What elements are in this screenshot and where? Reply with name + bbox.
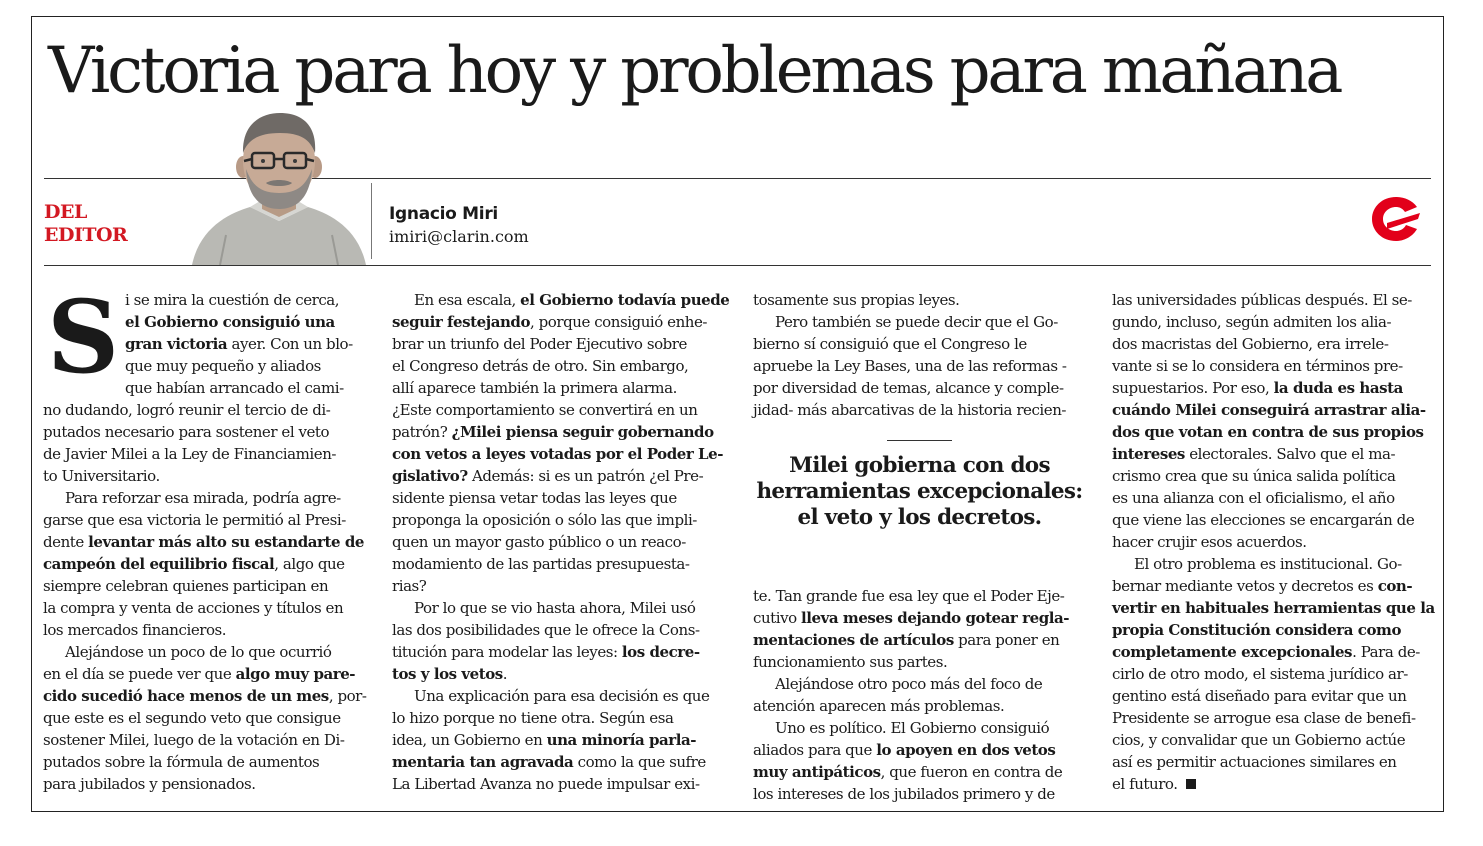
article-column-4 <box>1112 289 1437 795</box>
text-line <box>43 553 383 575</box>
text-line <box>753 377 1083 399</box>
text-run: quen un mayor gasto público o un reaco- <box>392 533 686 551</box>
article-column-1 <box>43 278 383 795</box>
text-line <box>1112 663 1437 685</box>
text-run: no dudando, logró reunir el tercio de di- <box>43 401 331 419</box>
text-run: ¿Este comportamiento se convertirá en un <box>392 401 698 419</box>
text-run: sostener Milei, luego de la votación en Di- <box>43 731 345 749</box>
text-line <box>43 663 383 685</box>
bold-text-run: cuándo Milei conseguirá arrastrar alia- <box>1112 401 1426 419</box>
text-line <box>753 651 1083 673</box>
bold-text-run: campeón del equilibrio fiscal <box>43 555 275 573</box>
text-run: , que fueron en contra de <box>880 763 1063 781</box>
text-run: Por lo que se vio hasta ahora, Milei usó <box>414 599 696 617</box>
bold-text-run: ¿Milei piensa seguir gobernando <box>451 423 714 441</box>
text-run: rias? <box>392 577 427 595</box>
pullquote-line: el veto y los decretos. <box>797 505 1042 530</box>
text-run: crismo crea que su única salida política <box>1112 467 1396 485</box>
text-line <box>392 531 732 553</box>
text-run: los mercados financieros. <box>43 621 227 639</box>
text-run: funcionamiento sus partes. <box>753 653 948 671</box>
text-line <box>392 707 732 729</box>
text-run: El otro problema es institucional. Go- <box>1134 555 1402 573</box>
text-run: hacer crujir esos acuerdos. <box>1112 533 1307 551</box>
text-line <box>43 289 383 311</box>
bold-text-run: la duda es hasta <box>1273 379 1403 397</box>
text-run: Para reforzar esa mirada, podría agre- <box>65 489 341 507</box>
text-line <box>1112 641 1437 663</box>
bold-text-run: levantar más alto su estandarte de <box>88 533 364 551</box>
text-run: gentino está diseñado para evitar que un <box>1112 687 1407 705</box>
bold-text-run: propia Constitución considera como <box>1112 621 1402 639</box>
text-run: en el día se puede ver que <box>43 665 236 683</box>
text-line <box>392 685 732 707</box>
drop-cap: S <box>47 278 120 396</box>
text-run: allí aparece también la primera alarma. <box>392 379 677 397</box>
bold-text-run: gran victoria <box>125 335 228 353</box>
text-line <box>43 707 383 729</box>
text-run: el Congreso detrás de otro. Sin embargo, <box>392 357 689 375</box>
pullquote <box>742 453 1097 531</box>
text-line <box>1112 685 1437 707</box>
text-line <box>753 717 1083 739</box>
text-line <box>43 311 383 333</box>
text-line <box>43 443 383 465</box>
bold-text-run: dos que votan en contra de sus propios <box>1112 423 1424 441</box>
text-line <box>43 685 383 707</box>
text-line <box>392 311 732 333</box>
bold-text-run: el Gobierno todavía puede <box>520 291 730 309</box>
bold-text-run: muy antipáticos <box>753 763 881 781</box>
text-run: dente <box>43 533 89 551</box>
text-line <box>1112 619 1437 641</box>
text-run: las universidades públicas después. El se- <box>1112 291 1412 309</box>
text-run: dos macristas del Gobierno, era irrele- <box>1112 335 1389 353</box>
text-line <box>43 773 383 795</box>
text-line <box>1112 751 1437 773</box>
text-line <box>392 729 732 751</box>
text-line <box>392 377 732 399</box>
text-line <box>1112 487 1437 509</box>
header-rule-bottom <box>44 265 1431 266</box>
text-line <box>43 575 383 597</box>
author-name: Ignacio Miri <box>389 204 498 224</box>
byline-divider <box>371 183 372 259</box>
text-run: cutivo <box>753 609 802 627</box>
text-line <box>43 641 383 663</box>
text-line <box>753 607 1083 629</box>
text-run: idea, un Gobierno en <box>392 731 547 749</box>
text-line <box>1112 377 1437 399</box>
text-run: i se mira la cuestión de cerca, <box>125 291 340 309</box>
text-line <box>43 619 383 641</box>
text-run: atención aparecen más problemas. <box>753 697 1005 715</box>
bold-text-run: tos y los vetos <box>392 665 503 683</box>
bold-text-run: vertir en habituales herramientas que la <box>1112 599 1435 617</box>
text-line <box>392 641 732 663</box>
text-run: Presidente se arrogue esa clase de benefi- <box>1112 709 1416 727</box>
text-line <box>753 739 1083 761</box>
text-line <box>1112 553 1437 575</box>
end-square-icon <box>1186 779 1196 789</box>
text-line <box>1112 289 1437 311</box>
text-run: los intereses de los jubilados primero y de <box>753 785 1055 803</box>
text-run: que muy pequeño y aliados <box>125 357 321 375</box>
text-run: aliados para que <box>753 741 877 759</box>
bold-text-run: lo apoyen en dos vetos <box>876 741 1056 759</box>
text-line <box>1112 773 1437 795</box>
text-run: que este es el segundo veto que consigue <box>43 709 341 727</box>
text-line <box>392 619 732 641</box>
text-line <box>392 509 732 531</box>
text-run: la compra y venta de acciones y títulos en <box>43 599 344 617</box>
text-run: modamiento de las partidas presupuesta- <box>392 555 690 573</box>
text-line <box>392 333 732 355</box>
bold-text-run: lleva meses dejando gotear regla- <box>801 609 1070 627</box>
text-line <box>1112 707 1437 729</box>
text-run: , por- <box>328 687 367 705</box>
text-run: lo hizo porque no tiene otra. Según esa <box>392 709 674 727</box>
text-run: Alejándose un poco de lo que ocurrió <box>65 643 332 661</box>
text-run: de Javier Milei a la Ley de Financiamien- <box>43 445 337 463</box>
bold-text-run: completamente excepcionales <box>1112 643 1353 661</box>
text-run: gundo, incluso, según admiten los alia- <box>1112 313 1392 331</box>
text-line <box>43 399 383 421</box>
text-line <box>753 585 1083 607</box>
text-line <box>1112 597 1437 619</box>
clarin-logo-icon <box>1370 197 1422 241</box>
article-frame <box>31 16 1444 812</box>
bold-text-run: los decre- <box>621 643 700 661</box>
bold-text-run: con vetos a leyes votadas por el Poder Le- <box>392 445 724 463</box>
text-line <box>392 355 732 377</box>
text-line <box>753 783 1083 805</box>
text-line <box>43 377 383 399</box>
text-line <box>753 355 1083 377</box>
text-line <box>392 663 732 685</box>
pullquote-rule <box>887 440 952 441</box>
text-run: así es permitir actuaciones similares en <box>1112 753 1397 771</box>
text-line <box>392 399 732 421</box>
text-run: para poner en <box>953 631 1060 649</box>
text-run: vante si se lo considera en términos pre- <box>1112 357 1403 375</box>
article-column-3-top <box>753 289 1083 421</box>
text-line <box>392 289 732 311</box>
bold-text-run: intereses <box>1112 445 1185 463</box>
author-photo <box>190 109 368 265</box>
section-label <box>44 201 127 247</box>
text-run: el futuro. <box>1112 775 1178 793</box>
text-run: por diversidad de temas, alcance y comple- <box>753 379 1064 397</box>
text-line <box>392 443 732 465</box>
text-line <box>753 289 1083 311</box>
text-line <box>753 695 1083 717</box>
text-run: patrón? <box>392 423 452 441</box>
text-run: es una alianza con el oficialismo, el año <box>1112 489 1395 507</box>
text-line <box>753 673 1083 695</box>
text-run: Una explicación para esa decisión es que <box>414 687 710 705</box>
text-line <box>1112 465 1437 487</box>
bold-text-run: el Gobierno consiguió una <box>125 313 335 331</box>
text-line <box>1112 575 1437 597</box>
text-line <box>43 421 383 443</box>
text-run: supuestarios. Por eso, <box>1112 379 1274 397</box>
text-run: que habían arrancado el cami- <box>125 379 344 397</box>
text-line <box>43 597 383 619</box>
text-line <box>753 333 1083 355</box>
text-run: como la que sufre <box>573 753 706 771</box>
text-run: , porque consiguió enhe- <box>530 313 708 331</box>
text-run: te. Tan grande fue esa ley que el Poder Eje- <box>753 587 1065 605</box>
text-line <box>392 751 732 773</box>
text-run: apruebe la Ley Bases, una de las reformas - <box>753 357 1067 375</box>
text-line <box>392 553 732 575</box>
pullquote-line: herramientas excepcionales: <box>756 479 1083 504</box>
text-run: bierno sí consiguió que el Congreso le <box>753 335 1027 353</box>
text-line <box>43 333 383 355</box>
text-line <box>43 355 383 377</box>
text-line <box>392 487 732 509</box>
bold-text-run: cido sucedió hace menos de un mes <box>43 687 329 705</box>
text-run: electorales. Salvo que el ma- <box>1184 445 1396 463</box>
text-run: . Para de- <box>1352 643 1420 661</box>
text-run: En esa escala, <box>414 291 521 309</box>
text-run: Además: si es un patrón ¿el Pre- <box>467 467 704 485</box>
text-line <box>1112 311 1437 333</box>
text-run: sidente piensa vetar todas las leyes que <box>392 489 677 507</box>
text-line <box>43 465 383 487</box>
text-line <box>1112 509 1437 531</box>
text-run: . <box>502 665 508 683</box>
text-run: to Universitario. <box>43 467 160 485</box>
text-run: brar un triunfo del Poder Ejecutivo sobre <box>392 335 687 353</box>
text-line <box>753 311 1083 333</box>
text-line <box>43 509 383 531</box>
text-line <box>392 575 732 597</box>
text-run: proponga la oposición o sólo las que impli- <box>392 511 697 529</box>
text-run: Uno es político. El Gobierno consiguió <box>775 719 1050 737</box>
text-line <box>43 751 383 773</box>
text-line <box>1112 399 1437 421</box>
article-column-2 <box>392 289 732 795</box>
text-line <box>43 487 383 509</box>
text-line <box>753 629 1083 651</box>
text-run: cios, y convalidar que un Gobierno actúe <box>1112 731 1406 749</box>
text-line <box>1112 729 1437 751</box>
bold-text-run: algo muy pare- <box>235 665 356 683</box>
text-line <box>392 773 732 795</box>
text-run: Alejándose otro poco más del foco de <box>775 675 1043 693</box>
text-run: que viene las elecciones se encargarán de <box>1112 511 1415 529</box>
text-line <box>753 761 1083 783</box>
text-run: putados necesario para sostener el veto <box>43 423 330 441</box>
text-line <box>392 421 732 443</box>
author-email: imiri@clarin.com <box>389 227 529 246</box>
text-run: titución para modelar las leyes: <box>392 643 622 661</box>
text-run: putados sobre la fórmula de aumentos <box>43 753 320 771</box>
text-run: para jubilados y pensionados. <box>43 775 256 793</box>
text-line <box>392 465 732 487</box>
article-headline: Victoria para hoy y problemas para mañana <box>48 34 1341 108</box>
section-label-line1: DEL <box>44 201 87 223</box>
text-run: , algo que <box>274 555 345 573</box>
bold-text-run: con- <box>1377 577 1413 595</box>
text-line <box>753 399 1083 421</box>
bold-text-run: mentaciones de artículos <box>753 631 954 649</box>
text-line <box>1112 443 1437 465</box>
text-run: La Libertad Avanza no puede impulsar exi- <box>392 775 700 793</box>
bold-text-run: una minoría parla- <box>546 731 697 749</box>
text-run: garse que esa victoria le permitió al Presi- <box>43 511 346 529</box>
text-run: siempre celebran quienes participan en <box>43 577 329 595</box>
text-run: bernar mediante vetos y decretos es <box>1112 577 1378 595</box>
bold-text-run: seguir festejando <box>392 313 531 331</box>
article-column-3-bottom <box>753 585 1083 805</box>
text-run: Pero también se puede decir que el Go- <box>775 313 1058 331</box>
text-line <box>43 729 383 751</box>
text-line <box>43 531 383 553</box>
bold-text-run: mentaria tan agravada <box>392 753 574 771</box>
text-line <box>1112 421 1437 443</box>
text-run: las dos posibilidades que le ofrece la Cons- <box>392 621 700 639</box>
text-run: ayer. Con un blo- <box>227 335 353 353</box>
text-run: cirlo de otro modo, el sistema jurídico ar- <box>1112 665 1408 683</box>
section-label-line2: EDITOR <box>44 224 128 246</box>
text-run: tosamente sus propias leyes. <box>753 291 960 309</box>
text-line <box>1112 531 1437 553</box>
pullquote-line: Milei gobierna con dos <box>789 453 1050 478</box>
text-line <box>392 597 732 619</box>
bold-text-run: gislativo? <box>392 467 468 485</box>
text-line <box>1112 333 1437 355</box>
text-run: jidad- más abarcativas de la historia recien- <box>753 401 1067 419</box>
text-line <box>1112 355 1437 377</box>
